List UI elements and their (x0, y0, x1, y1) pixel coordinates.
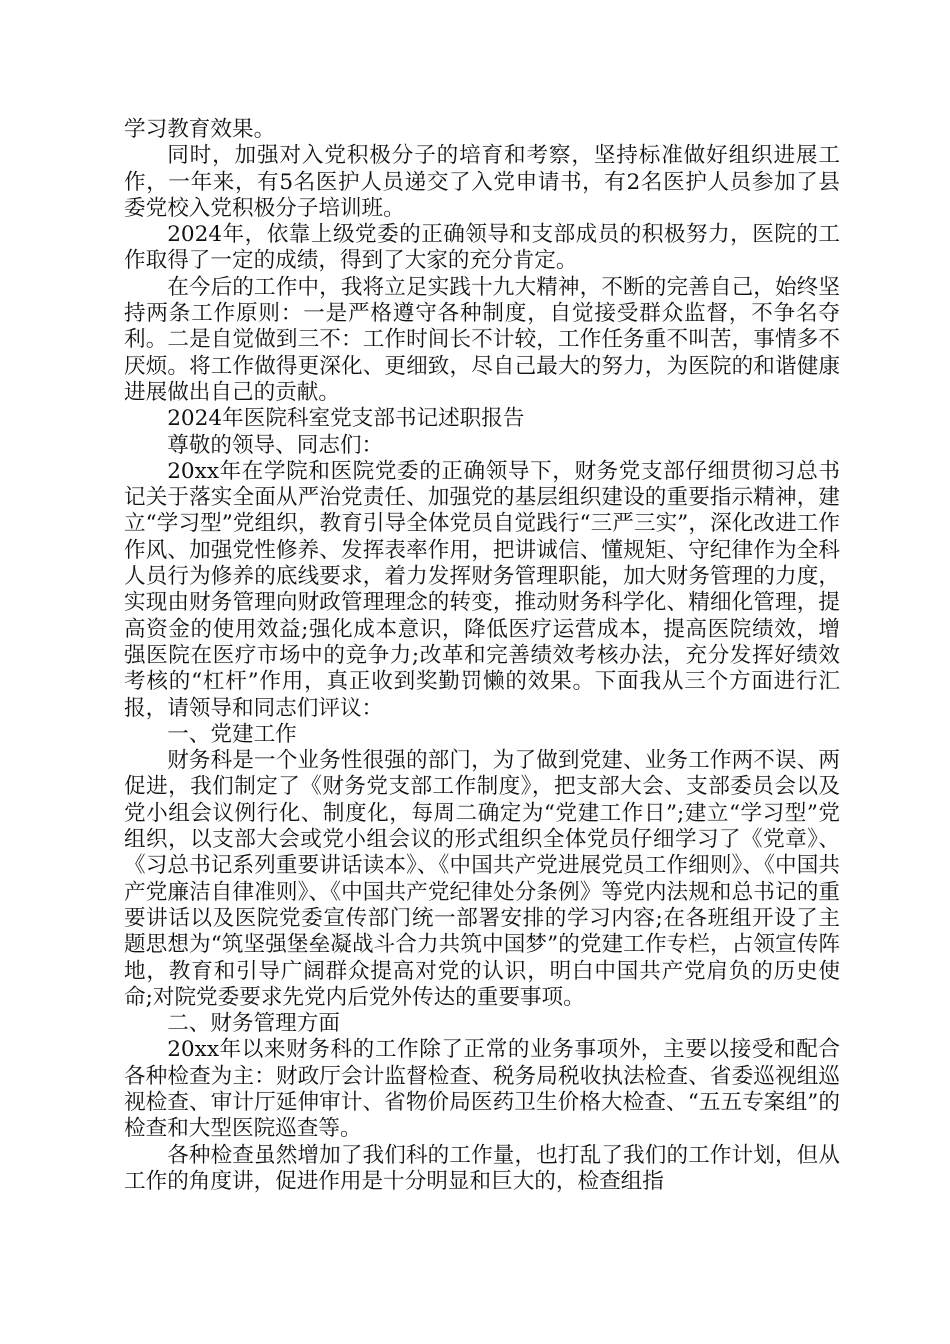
paragraph-party-building: 财务科是一个业务性很强的部门，为了做到党建、业务工作两不误、两促进，我们制定了《财务党支部工作制度》，把支部大会、支部委员会以及党小组会议例行化、制度化，每周二确定为“党建工作日”;建立“学习型”党组织，以支部大会或党小组会议的形式组织全体党员仔细学习了《党章》、《习总书记系列重要讲话读本》、《中国共产党进展党员工作细则》、《中国共产党廉洁自律准则》、《中国共产党纪律处分条例》等党内法规和总书记的重要讲话以及医院党委宣传部门统一部署安排的学习内容;在各班组开设了主题思想为“筑坚强堡垒凝战斗合力共筑中国梦”的党建工作专栏，占领宣传阵地，教育和引导广阔群众提高对党的认识，明白中国共产党肩负的历史使命;对院党委要求先党内后党外传达的重要事项。 (124, 748, 840, 1010)
document-page (124, 117, 840, 1195)
salutation: 尊敬的领导、同志们： (167, 432, 384, 458)
paragraph-inspections: 各种检查虽然增加了我们科的工作量，也打乱了我们的工作计划，但从工作的角度讲，促进作用是十分明显和巨大的，检查组指 (124, 1142, 840, 1194)
paragraph-financial-management: 20xx年以来财务科的工作除了正常的业务事项外，主要以接受和配合各种检查为主：财政厅会计监督检查、税务局税收执法检查、省委巡视组巡视检查、审计厅延伸审计、省物价局医药卫生价格大检查、“五五专案组”的检查和大型医院巡查等。 (124, 1037, 840, 1142)
report-title: 2024年医院科室党支部书记述职报告 (167, 406, 525, 432)
paragraph-intro: 20xx年在学院和医院党委的正确领导下，财务党支部仔细贯彻习总书记关于落实全面从严治党责任、加强党的基层组织建设的重要指示精神，建立“学习型”党组织，教育引导全体党员自觉践行“三严三实”，深化改进工作作风、加强党性修养、发挥表率作用，把讲诚信、懂规矩、守纪律作为全科人员行为修养的底线要求，着力发挥财务管理职能，加大财务管理的力度，实现由财务管理向财政管理理念的转变，推动财务科学化、精细化管理，提高资金的使用效益;强化成本意识，降低医疗运营成本，提高医院绩效，增强医院在医疗市场中的竞争力;改革和完善绩效考核办法，充分发挥好绩效考核的“杠杆”作用，真正收到奖勤罚懒的效果。下面我从三个方面进行汇报，请领导和同志们评议： (124, 458, 840, 721)
section-heading-1: 一、党建工作 (167, 721, 297, 747)
paragraph-2: 同时，加强对入党积极分子的培育和考察，坚持标准做好组织进展工作，一年来，有5名医护人员递交了入党申请书，有2名医护人员参加了县委党校入党积极分子培训班。 (124, 143, 840, 221)
paragraph-4: 在今后的工作中，我将立足实践十九大精神，不断的完善自己，始终坚持两条工作原则：一是严格遵守各种制度，自觉接受群众监督，不争名夺利。二是自觉做到三不：工作时间长不计较，工作任务重不叫苦，事情多不厌烦。将工作做得更深化、更细致，尽自己最大的努力，为医院的和谐健康进展做出自己的贡献。 (124, 274, 840, 405)
paragraph-3: 2024年，依靠上级党委的正确领导和支部成员的积极努力，医院的工作取得了一定的成绩，得到了大家的充分肯定。 (124, 222, 840, 274)
paragraph-1: 学习教育效果。 (124, 117, 276, 142)
section-heading-2: 二、财务管理方面 (167, 1011, 340, 1037)
